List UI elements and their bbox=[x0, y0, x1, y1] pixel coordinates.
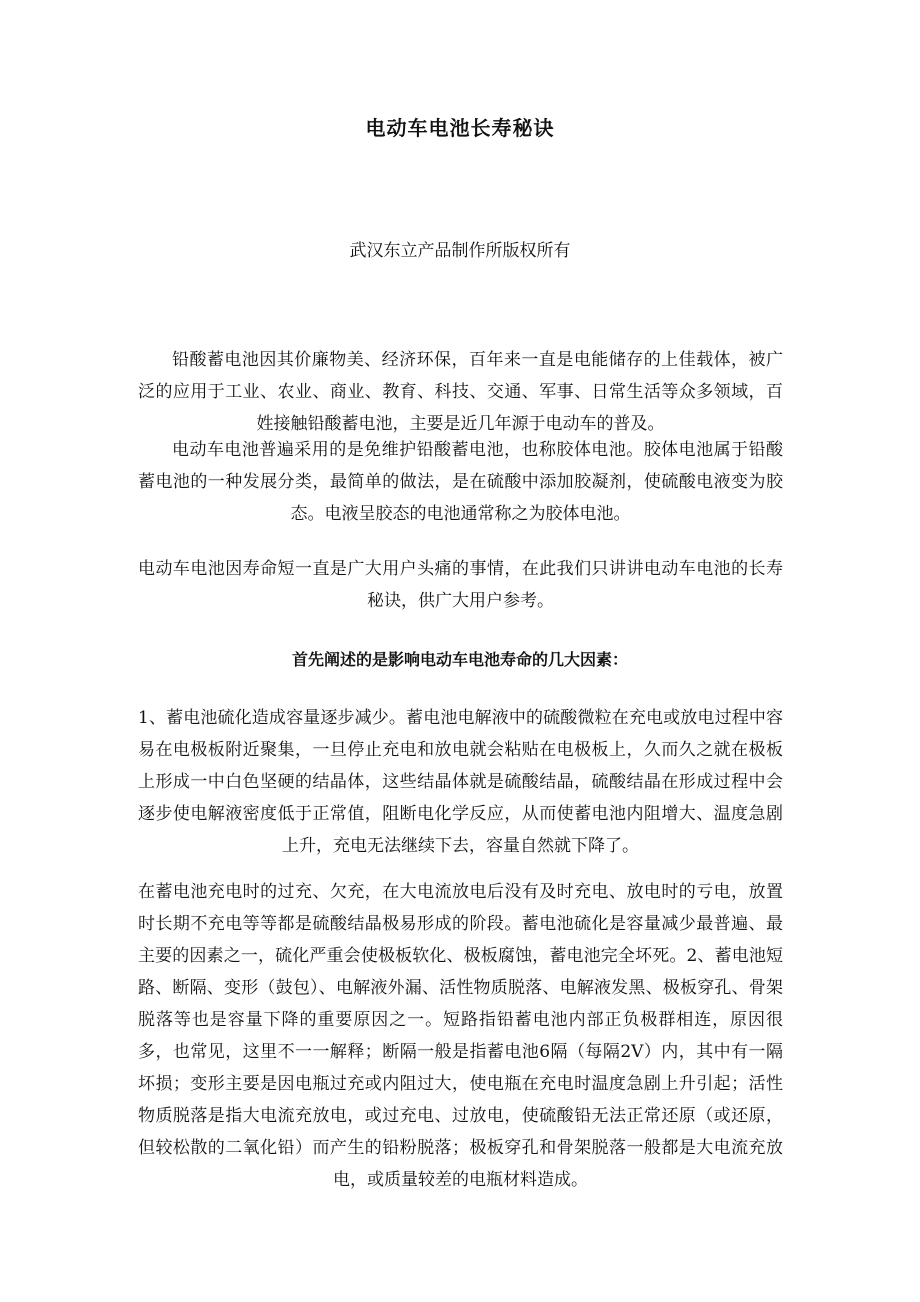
section-heading-factors: 首先阐述的是影响电动车电池寿命的几大因素： bbox=[291, 650, 628, 669]
intro-paragraph-lead-acid: 铅酸蓄电池因其价廉物美、经济环保，百年来一直是电能储存的上佳载体，被广泛的应用于工业、农业、商业、教育、科技、交通、军事、日常生活等众多领域，百姓接触铅酸蓄电池，主要是近几年源于电动车的普及。 bbox=[138, 350, 783, 434]
intro-paragraph-lifespan: 电动车电池因寿命短一直是广大用户头痛的事情，在此我们只讲讲电动车电池的长寿秘诀，供广大用户参考。 bbox=[138, 559, 783, 611]
document-subtitle: 武汉东立产品制作所版权所有 bbox=[349, 241, 571, 261]
factor-paragraph-short-circuit: 在蓄电池充电时的过充、欠充，在大电流放电后没有及时充电、放电时的亏电，放置时长期不充电等等都是硫酸结晶极易形成的阶段。蓄电池硫化是容量减少最普遍、最主要的因素之一，硫化严重会使极板软化、极板腐蚀，蓄电池完全坏死。2、蓄电池短路、断隔、变形（鼓包）、电解液外漏、活性物质脱落、电解液发黑、极板穿孔、骨架脱落等也是容量下降的重要原因之一。短路指铅蓄电池内部正负极群相连，原因很多，也常见，这里不一一解释；断隔一般是指蓄电池6隔（每隔2V）内，其中有一隔坏损；变形主要是因电瓶过充或内阻过大，使电瓶在充电时温度急剧上升引起；活性物质脱落是指大电流充放电，或过充电、过放电，使硫酸铅无法正常还原（或还原，但较松散的二氧化铅）而产生的铅粉脱落；极板穿孔和骨架脱落一般都是大电流充放电，或质量较差的电瓶材料造成。 bbox=[138, 882, 783, 1190]
document-title: 电动车电池长寿秘诀 bbox=[365, 116, 555, 140]
intro-paragraph-gel-battery: 电动车电池普遍采用的是免维护铅酸蓄电池，也称胶体电池。胶体电池属于铅酸蓄电池的一种发展分类，最简单的做法，是在硫酸中添加胶凝剂，使硫酸电液变为胶态。电液呈胶态的电池通常称之为胶体电池。 bbox=[138, 440, 783, 524]
factor-paragraph-sulfation: 1、蓄电池硫化造成容量逐步减少。蓄电池电解液中的硫酸微粒在充电或放电过程中容易在电极板附近聚集，一旦停止充电和放电就会粘贴在电极板上，久而久之就在极板上形成一中白色坚硬的结晶体，这些结晶体就是硫酸结晶，硫酸结晶在形成过程中会逐步使电解液密度低于正常值，阻断电化学反应，从而使蓄电池内阻增大、温度急剧上升，充电无法继续下去，容量自然就下降了。 bbox=[138, 708, 783, 856]
